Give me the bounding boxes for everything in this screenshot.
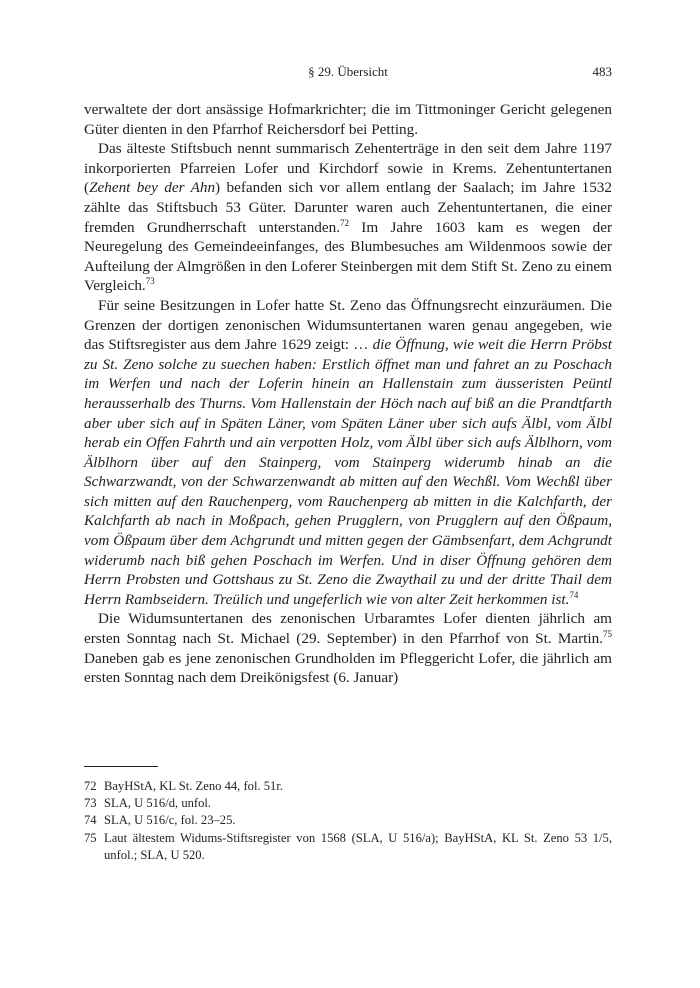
body-text <box>84 100 612 688</box>
footnote-ref[interactable]: 73 <box>145 276 155 287</box>
footnote-ref[interactable]: 72 <box>340 217 350 228</box>
footnote <box>84 812 612 829</box>
footnote-number: 74 <box>84 813 97 828</box>
footnote-number: 72 <box>84 779 97 793</box>
paragraph-continued: verwaltete der dort ansässige Hofmarkrichter; die im Tittmoninger Gericht gelegenen Güter dienten in den Pfarrhof Reichersdorf bei Petting. <box>84 101 612 138</box>
footnotes <box>84 778 612 864</box>
running-title: § 29. Übersicht <box>308 64 388 79</box>
text-run: Daneben gab es jene zenonischen Grundholden im Pfleggericht Lofer, die jährlich am ersten Sonntag nach dem Dreikönigsfest (6. Januar) <box>84 649 612 687</box>
footnote-number: 75 <box>84 830 97 845</box>
page-number: 483 <box>592 64 612 79</box>
paragraph-oeffnungsrecht <box>84 296 612 610</box>
paragraph-widumsuntertanen <box>84 609 612 687</box>
italic-quote: die Öffnung, wie weit die Herrn Pröbst zu St. Zeno solche zu suechen haben: Erstlich öffnet man und fahret an zu Poschach im Werfen und nach der Loferin hinein an Hallenstain zum äusseristen Peüntl herausserhalb des Thurns. Vom Hallenstain der Höch nach auf biß an die Prandtfarth aber uber sich auf in Späten Läner, vom Späten Läner uber sich aufs Älbl, vom Älbl herab ein Offen Fahrth und ain verpotten Holz, vom Älbl über sich aufs Älblhorn, vom Älblhorn über auf den Stainperg, vom Stainperg widerumb hinab an die Schwarzwandt, von der Schwarzenwandt ab mitten auf den Wechßl. Vom Wechßl über sich mitten auf den Rauchenperg, vom Rauchenperg ab mitten in die Kalchfarth, der Kalchfarth ab nach in Moßpach, gehen Prugglern, von Prugglern auf den Ößpaum, vom Ößpaum über dem Achgrundt und mitten gegen der Gämbsenfart, dem Achgrundt widerumb nach biß gehen Poschach im Werfen. Und in diser Öffnung gehören dem Herrn Probsten und Gottshaus zu St. Zeno die Zwaythail zu und der dritte Thail dem Herrn Rambseidern. Treülich und ungeferlich wie von alter Zeit herkommen ist. <box>84 336 613 608</box>
running-header <box>84 64 612 80</box>
italic-quote: Zehent bey der Ahn <box>89 179 216 197</box>
footnote <box>84 778 612 795</box>
text-run: Das älteste Stiftsbuch nennt summarisch Zehenterträge in den seit dem Jahre 1197 inkorporierten Pfarreien Lofer und Kirchdorf sowie in Krems. Zehentuntertanen ( <box>84 140 612 197</box>
footnote-ref[interactable]: 74 <box>569 589 579 600</box>
footnote-number: 73 <box>84 796 97 811</box>
footnote <box>84 830 612 864</box>
footnote-text: SLA, U 516/c, fol. 23–25. <box>104 813 236 828</box>
footnote-text: BayHStA, KL St. Zeno 44, fol. 51r. <box>104 779 283 793</box>
paragraph-stiftsbuch <box>84 139 612 296</box>
text-run: Für seine Besitzungen in Lofer hatte St. Zeno das Öffnungsrecht einzuräumen. Die Grenzen der dortigen zenonischen Widumsuntertanen waren genau angegeben, wie das Stiftsregister aus dem Jahre 1629 zeigt: … <box>84 296 612 354</box>
footnote-ref[interactable]: 75 <box>603 628 612 639</box>
footnote-text: Laut ältestem Widums-Stiftsregister von 1568 (SLA, U 516/a); BayHStA, KL St. Zeno 53 1/5, unfol.; SLA, U 520. <box>104 830 612 862</box>
text-run: Im Jahre 1603 kam es wegen der Neuregelung des Gemeindeeinfanges, des Blumbesuches am Wildenmoos sowie der Aufteilung der Almgrößen in den Loferer Steinbergen mit dem Stift St. Zeno zu einem Vergleich. <box>84 218 613 295</box>
footnote <box>84 795 612 812</box>
text-run: ) befanden sich vor allem entlang der Saalach; im Jahre 1532 zählte das Stiftsbuch 53 Güter. Darunter waren auch Zehentuntertanen, die einer fremden Grundherrschaft unterstanden. <box>84 179 612 236</box>
text-run: Die Widumsuntertanen des zenonischen Urbaramtes Lofer dienten jährlich am ersten Sonntag nach St. Michael (29. September) in den Pfarrhof von St. Martin. <box>84 610 612 648</box>
footnote-divider <box>84 766 158 767</box>
footnote-text: SLA, U 516/d, unfol. <box>104 796 212 811</box>
